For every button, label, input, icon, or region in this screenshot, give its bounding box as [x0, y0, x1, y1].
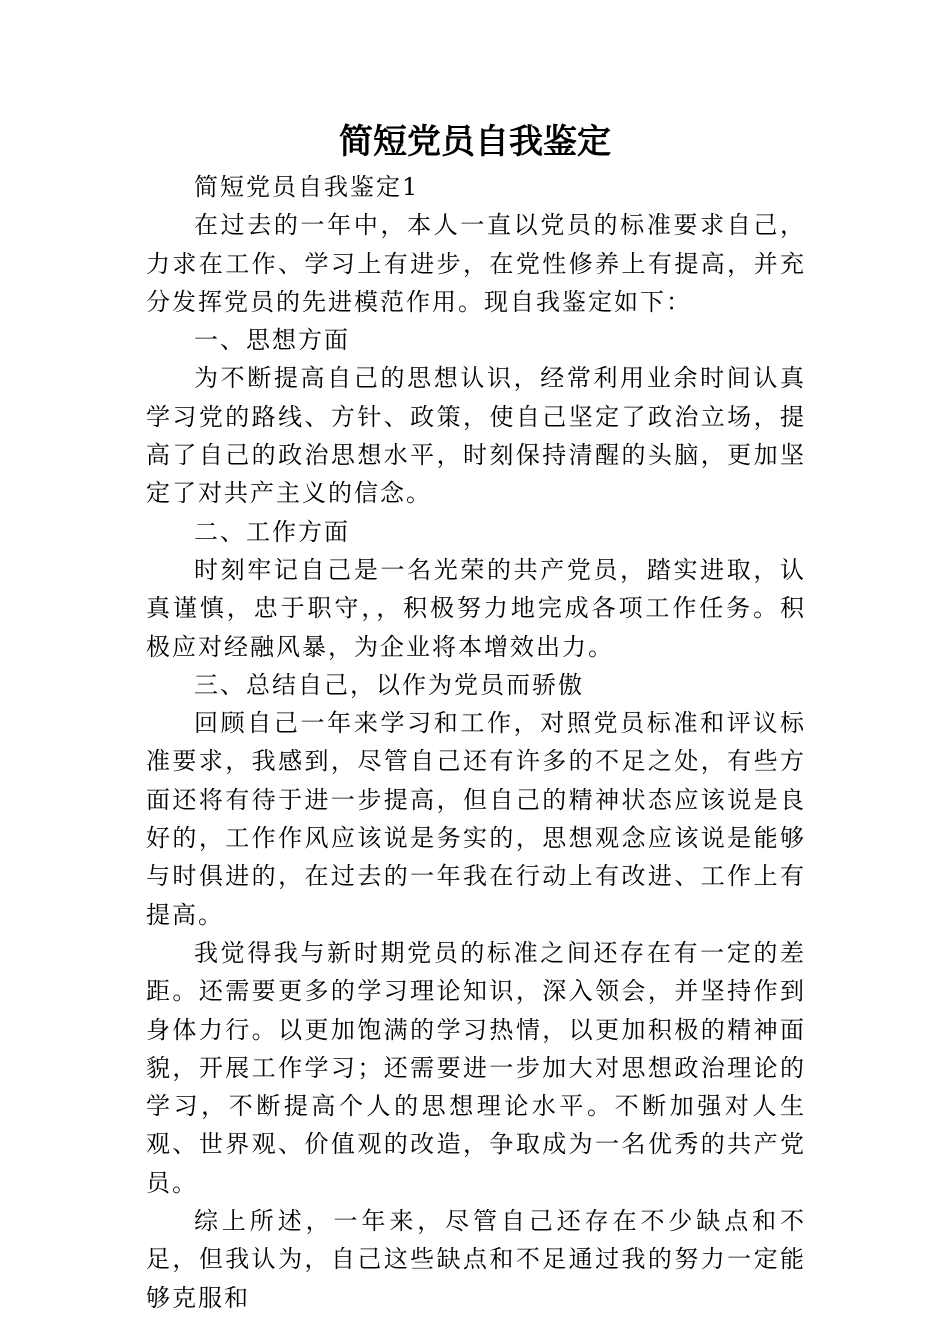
gap-paragraph: 我觉得我与新时期党员的标准之间还存在有一定的差距。还需要更多的学习理论知识，深入领会，并坚持作到身体力行。以更加饱满的学习热情，以更加积极的精神面貌，开展工作学习；还需要进一步加大对思想政治理论的学习，不断提高个人的思想理论水平。不断加强对人生观、世界观、价值观的改造，争取成为一名优秀的共产党员。 — [146, 938, 806, 1197]
conclusion-paragraph: 综上所述，一年来，尽管自己还存在不少缺点和不足，但我认为，自己这些缺点和不足通过我的努力一定能够克服和 — [146, 1207, 806, 1312]
thought-paragraph: 为不断提高自己的思想认识，经常利用业余时间认真学习党的路线、方针、政策，使自己坚定了政治立场，提高了自己的政治思想水平，时刻保持清醒的头脑，更加坚定了对共产主义的信念。 — [146, 364, 806, 508]
review-paragraph: 回顾自己一年来学习和工作，对照党员标准和评议标准要求，我感到，尽管自己还有许多的不足之处，有些方面还将有待于进一步提高，但自己的精神状态应该说是良好的，工作作风应该说是务实的，思想观念应该说是能够与时俱进的，在过去的一年我在行动上有改进、工作上有提高。 — [146, 709, 806, 929]
section-heading-work: 二、工作方面 — [194, 517, 350, 546]
subtitle-paragraph: 简短党员自我鉴定1 — [194, 173, 420, 201]
document-body — [146, 168, 806, 1317]
document-title: 简短党员自我鉴定 — [339, 122, 611, 162]
intro-paragraph: 在过去的一年中，本人一直以党员的标准要求自己，力求在工作、学习上有进步，在党性修养上有提高，并充分发挥党员的先进模范作用。现自我鉴定如下： — [146, 211, 806, 316]
section-heading-thought: 一、思想方面 — [194, 326, 350, 355]
section-heading-summary: 三、总结自己，以作为党员而骄傲 — [194, 670, 584, 699]
work-paragraph: 时刻牢记自己是一名光荣的共产党员，踏实进取，认真谨慎，忠于职守，，积极努力地完成各项工作任务。积极应对经融风暴，为企业将本增效出力。 — [146, 555, 806, 661]
